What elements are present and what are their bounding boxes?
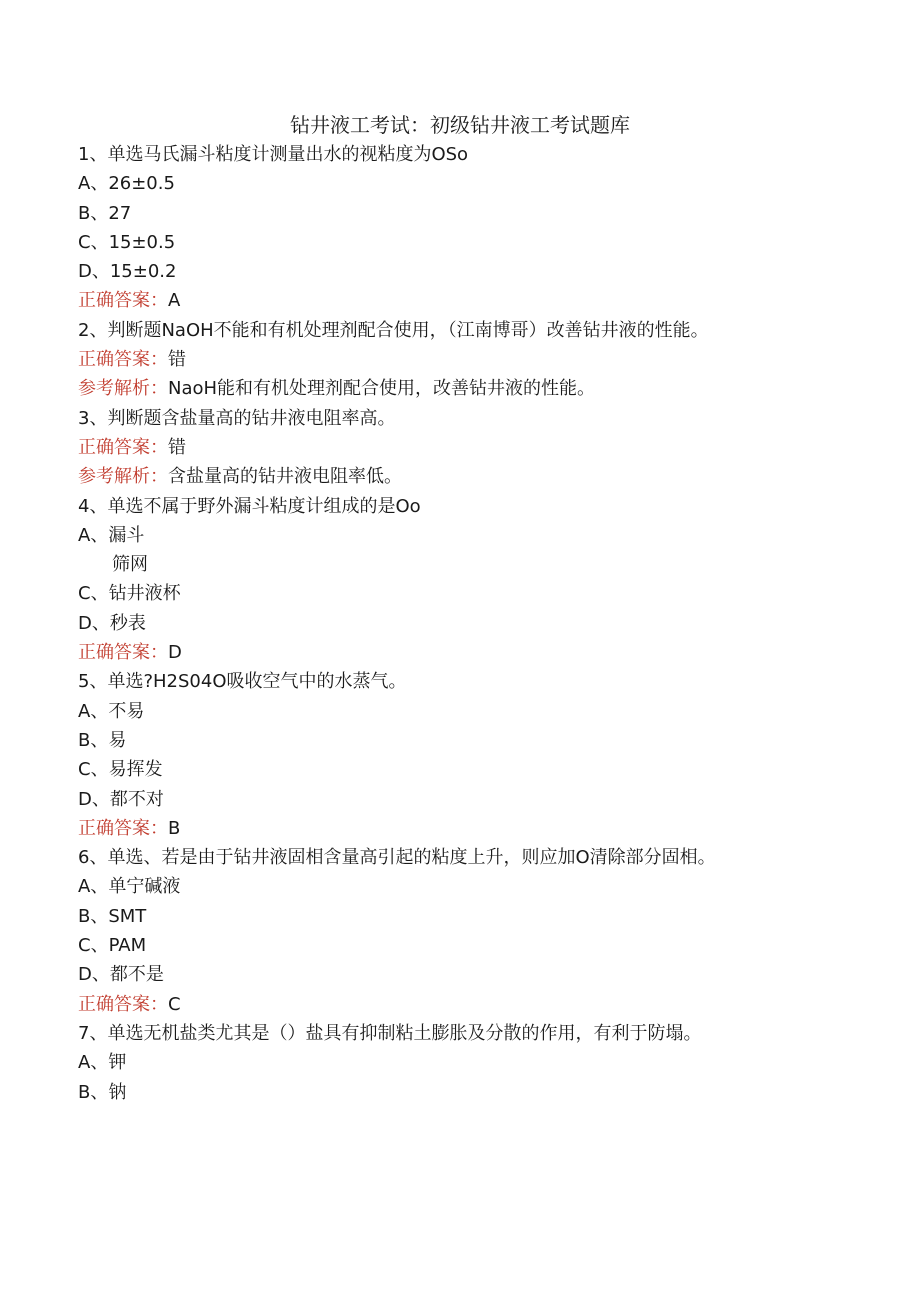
answer-label: 正确答案：: [78, 349, 168, 371]
question-stem: 1、单选马氏漏斗粘度计测量出水的视粘度为OSo: [78, 144, 469, 165]
option-d: D、15±0.2: [78, 261, 177, 283]
question-2: [78, 316, 818, 404]
option-c: C、PAM: [78, 935, 147, 957]
analysis-line: [78, 374, 818, 403]
question-1: [78, 140, 818, 316]
answer-line: [78, 345, 818, 374]
option-c: C、易挥发: [78, 759, 163, 781]
option-a: A、单宁碱液: [78, 876, 181, 898]
answer-label: 正确答案：: [78, 993, 168, 1015]
question-5: [78, 667, 818, 843]
answer-value: A: [168, 290, 181, 312]
question-list: [78, 140, 818, 1107]
option-d: D、秒表: [78, 612, 146, 634]
answer-value: D: [168, 642, 182, 664]
analysis-label: 参考解析：: [78, 466, 168, 488]
option-b: B、SMT: [78, 905, 147, 927]
answer-value: 错: [168, 436, 186, 458]
option-c: C、15±0.5: [78, 231, 176, 253]
question-stem: 2、判断题NaOH不能和有机处理剂配合使用，（江南博哥）改善钻井液的性能。: [78, 319, 709, 341]
question-stem: 4、单选不属于野外漏斗粘度计组成的是Oo: [78, 495, 421, 517]
option-a: A、钾: [78, 1052, 127, 1074]
question-4: [78, 492, 818, 668]
answer-value: B: [168, 817, 181, 839]
question-stem: 5、单选?H2S04O吸收空气中的水蒸气。: [78, 671, 407, 693]
question-7: [78, 1019, 818, 1107]
answer-label: 正确答案：: [78, 290, 168, 312]
question-stem: 6、单选、若是由于钻井液固相含量高引起的粘度上升，则应加O清除部分固相。: [78, 847, 716, 869]
question-stem: 7、单选无机盐类尤其是（）盐具有抑制粘土膨胀及分散的作用，有利于防塌。: [78, 1022, 702, 1044]
option-b: B、27: [78, 202, 132, 224]
option-a: A、漏斗: [78, 524, 145, 546]
option-b: B、钠: [78, 1081, 127, 1103]
option-d: D、都不对: [78, 788, 164, 810]
analysis-line: [78, 462, 818, 491]
answer-line: [78, 433, 818, 462]
answer-line: [78, 814, 818, 843]
option-d: D、都不是: [78, 964, 164, 986]
option-a: A、26±0.5: [78, 173, 175, 195]
answer-line: [78, 990, 818, 1019]
option-b: 筛网: [112, 554, 148, 576]
answer-value: C: [168, 993, 181, 1015]
question-stem: 3、判断题含盐量高的钻井液电阻率高。: [78, 407, 396, 429]
answer-line: [78, 638, 818, 667]
analysis-text: NaoH能和有机处理剂配合使用，改善钻井液的性能。: [168, 378, 596, 400]
option-a: A、不易: [78, 700, 145, 722]
analysis-label: 参考解析：: [78, 378, 168, 400]
answer-label: 正确答案：: [78, 642, 168, 664]
answer-label: 正确答案：: [78, 436, 168, 458]
option-b: B、易: [78, 729, 127, 751]
document-title: 钻井液工考试：初级钻井液工考试题库: [290, 113, 630, 137]
answer-line: [78, 286, 818, 315]
answer-value: 错: [168, 349, 186, 371]
answer-label: 正确答案：: [78, 817, 168, 839]
option-c: C、钻井液杯: [78, 583, 181, 605]
question-6: [78, 843, 818, 1019]
question-3: [78, 404, 818, 492]
analysis-text: 含盐量高的钻井液电阻率低。: [168, 466, 402, 488]
